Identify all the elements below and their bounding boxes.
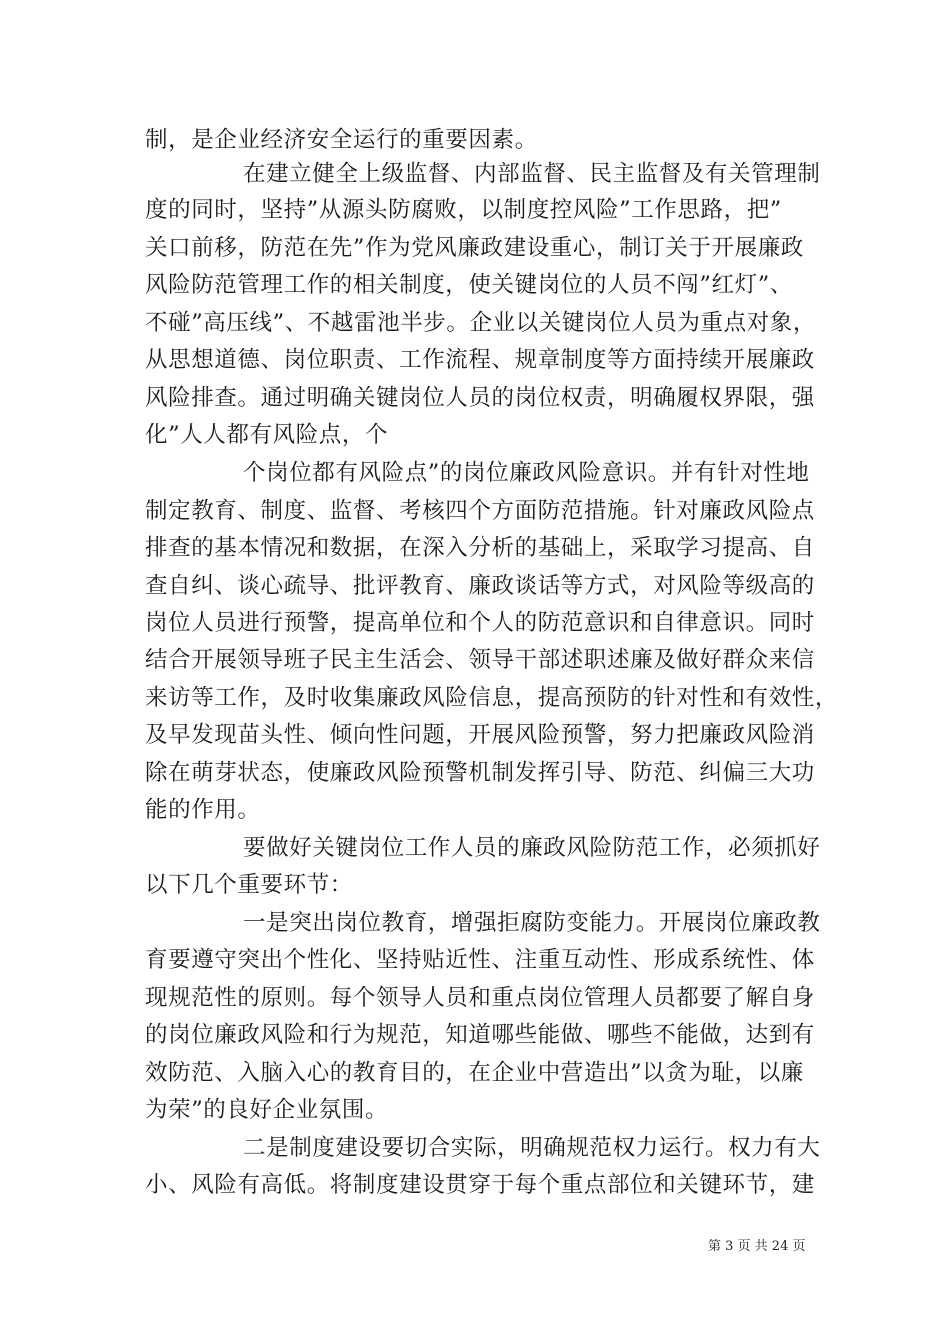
body-line: 岗位人员进行预警，提高单位和个人的防范意识和自律意识。同时	[145, 610, 815, 636]
body-line: 小、风险有高低。将制度建设贯穿于每个重点部位和关键环节，建	[145, 1172, 815, 1198]
body-line: 要做好关键岗位工作人员的廉政风险防范工作，必须抓好	[243, 835, 821, 861]
body-line: 不碰”高压线”、不越雷池半步。企业以关键岗位人员为重点对象，	[145, 310, 817, 336]
body-line: 一是突出岗位教育，增强拒腐防变能力。开展岗位廉政教	[243, 910, 821, 936]
body-line: 从思想道德、岗位职责、工作流程、规章制度等方面持续开展廉政	[145, 347, 815, 373]
body-line: 来访等工作，及时收集廉政风险信息，提高预防的针对性和有效性，	[145, 685, 839, 711]
body-line: 为荣”的良好企业氛围。	[145, 1097, 389, 1123]
body-line: 二是制度建设要切合实际，明确规范权力运行。权力有大	[243, 1135, 821, 1161]
body-line: 的岗位廉政风险和行为规范，知道哪些能做、哪些不能做，达到有	[145, 1022, 815, 1048]
body-line: 查自纠、谈心疏导、批评教育、廉政谈话等方式，对风险等级高的	[145, 573, 815, 599]
page-number: 第 3 页 共 24 页	[708, 1239, 806, 1254]
body-line: 风险排查。通过明确关键岗位人员的岗位权责，明确履权界限，强	[145, 385, 815, 411]
body-line: 结合开展领导班子民主生活会、领导干部述职述廉及做好群众来信	[145, 647, 815, 673]
body-line: 育要遵守突出个性化、坚持贴近性、注重互动性、形成系统性、体	[145, 947, 815, 973]
body-line: 及早发现苗头性、倾向性问题，开展风险预警，努力把廉政风险消	[145, 722, 815, 748]
body-line: 关口前移，防范在先”作为党风廉政建设重心，制订关于开展廉政	[145, 235, 804, 261]
body-line: 效防范、入脑入心的教育目的，在企业中营造出”以贪为耻，以廉	[145, 1060, 804, 1086]
body-line: 个岗位都有风险点”的岗位廉政风险意识。并有针对性地	[243, 460, 810, 486]
body-line: 在建立健全上级监督、内部监督、民主监督及有关管理制	[243, 161, 821, 187]
body-line: 现规范性的原则。每个领导人员和重点岗位管理人员都要了解自身	[145, 985, 815, 1011]
body-line: 以下几个重要环节：	[145, 872, 353, 898]
body-line: 化”人人都有风险点，个	[145, 422, 389, 448]
body-line: 制，是企业经济安全运行的重要因素。	[145, 127, 538, 153]
body-line: 排查的基本情况和数据，在深入分析的基础上，采取学习提高、自	[145, 535, 815, 561]
body-line: 风险防范管理工作的相关制度，使关键岗位的人员不闯”红灯”、	[145, 272, 793, 298]
body-line: 制定教育、制度、监督、考核四个方面防范措施。针对廉政风险点	[145, 498, 815, 524]
body-line: 度的同时，坚持”从源头防腐败，以制度控风险”工作思路，把”	[145, 197, 782, 223]
body-line: 能的作用。	[145, 797, 261, 823]
body-line: 除在萌芽状态，使廉政风险预警机制发挥引导、防范、纠偏三大功	[145, 760, 815, 786]
